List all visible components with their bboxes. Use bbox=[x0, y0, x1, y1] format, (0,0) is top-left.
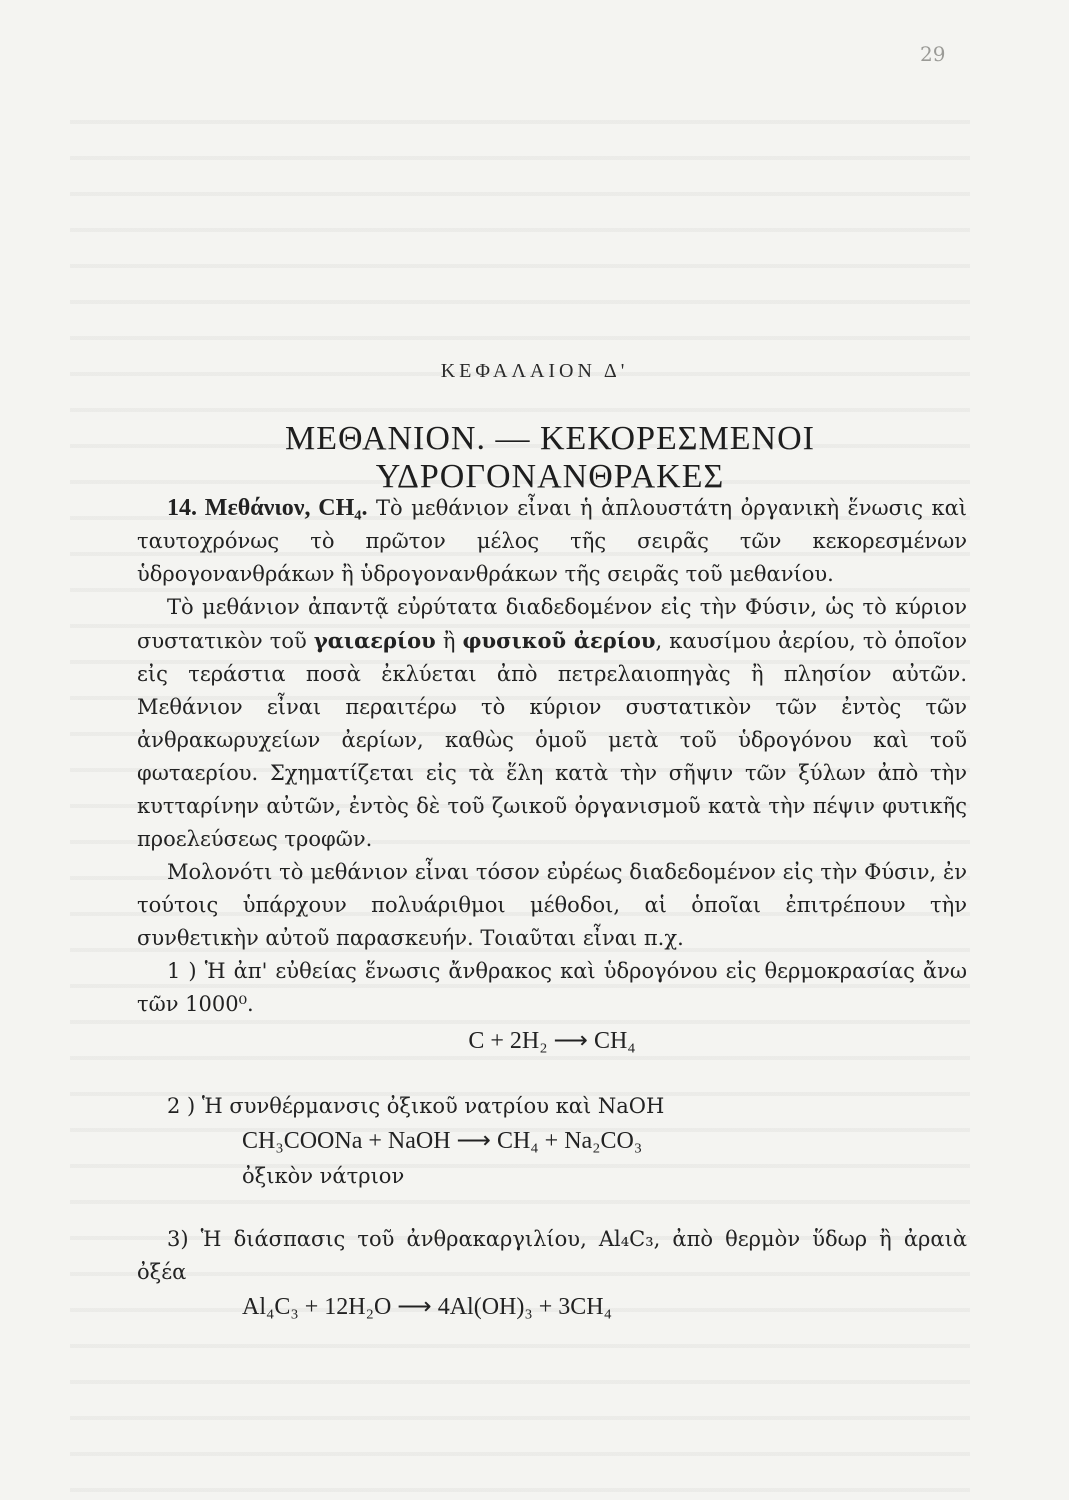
section-heading: 14. Μεθάνιον, CH₄. bbox=[167, 495, 368, 521]
occurrence-text-1: Τὸ μεθάνιον ἀπαντᾷ εὐρύτατα διαδεδομένον εἰς τὴν Φύσιν, ὡς τὸ κύριον συστατικὸν τοῦ bbox=[137, 595, 967, 653]
spacer bbox=[137, 1195, 967, 1223]
occurrence-paragraph bbox=[137, 591, 967, 856]
synthesis-paragraph: Μολονότι τὸ μεθάνιον εἶναι τόσον εὐρέως διαδεδομένον εἰς τὴν Φύσιν, ἐν τούτοις ὑπάρχουν πολυάριθμοι μέθοδοι, αἱ ὁποῖαι ἐπιτρέπουν τὴν συνθετικὴν αὐτοῦ παρασκευήν. Τοιαῦται εἶναι π.χ. bbox=[137, 860, 967, 950]
section-paragraph bbox=[137, 492, 967, 591]
method-3-formula: Al₄C₃ + 12H₂O ⟶ 4Al(OH)₃ + 3CH₄ bbox=[242, 1294, 612, 1320]
spacer bbox=[137, 1062, 967, 1090]
chapter-label: ΚΕΦΑΛΑΙΟΝ Δ' bbox=[440, 360, 629, 382]
method-3-text: 3) Ἡ διάσπασις τοῦ ἀνθρακαργιλίου, Al₄C₃, ἀπὸ θερμὸν ὕδωρ ἢ ἀραιὰ ὀξέα bbox=[137, 1227, 967, 1284]
method-2-note: ὀξικὸν νάτριον bbox=[242, 1164, 405, 1188]
section-intro: Τὸ μεθάνιον εἶναι ἡ ἁπλουστάτη ὀργανικὴ ἕνωσις καὶ ταυτοχρόνως τὸ πρῶτον μέλος τῆς σειρᾶς τῶν κεκορεσμένων ὑδρογονανθράκων ἢ ὑδρογονανθράκων τῆς σειρᾶς τοῦ μεθανίου. bbox=[137, 496, 967, 586]
method-1-text: 1 ) Ἡ ἀπ' εὐθείας ἕνωσις ἄνθρακος καὶ ὑδρογόνου εἰς θερμοκρασίας ἄνω τῶν 1000⁰. bbox=[137, 959, 967, 1016]
method-2-formula: CH₃COONa + NaOH ⟶ CH₄ + Na₂CO₃ bbox=[242, 1128, 643, 1154]
body-text bbox=[137, 492, 967, 1326]
occurrence-text-2: ἢ bbox=[435, 629, 463, 653]
bold-term-natural-gas-alt: φυσικοῦ ἀερίου bbox=[462, 628, 656, 653]
bold-term-natural-gas: γαιαερίου bbox=[313, 628, 436, 653]
occurrence-text-3: , καυσίμου ἀερίου, τὸ ὁποῖον εἰς τεράστια ποσὰ ἐκλύεται ἀπὸ πετρελαιοπηγὰς ἢ πλησίον αὐτῶν. Μεθάνιον εἶναι περαιτέρω τὸ κύριον συστατικὸν τῶν ἐντὸς τῶν ἀνθρακωρυχείων ἀερίων, καθὼς ὁμοῦ μετὰ τοῦ ὑδρογόνου καὶ τοῦ φωταερίου. Σχηματίζεται εἰς τὰ ἕλη κατὰ τὴν σῆψιν τῶν ξύλων ἀπὸ τὴν κυτταρίνην αὐτῶν, ἐντὸς δὲ τοῦ ζωικοῦ ὀργανισμοῦ κατὰ τὴν πέψιν φυτικῆς προελεύσεως τροφῶν. bbox=[137, 629, 968, 851]
method-2-text: 2 ) Ἡ συνθέρμανσις ὀξικοῦ νατρίου καὶ NaOH bbox=[167, 1094, 665, 1118]
page-number: 29 bbox=[920, 42, 946, 66]
method-1-formula: C + 2H₂ ⟶ CH₄ bbox=[468, 1028, 636, 1054]
chapter-title: ΜΕΘΑΝΙΟΝ. — ΚΕΚΟΡΕΣΜΕΝΟΙ ΥΔΡΟΓΟΝΑΝΘΡΑΚΕΣ bbox=[285, 420, 815, 495]
